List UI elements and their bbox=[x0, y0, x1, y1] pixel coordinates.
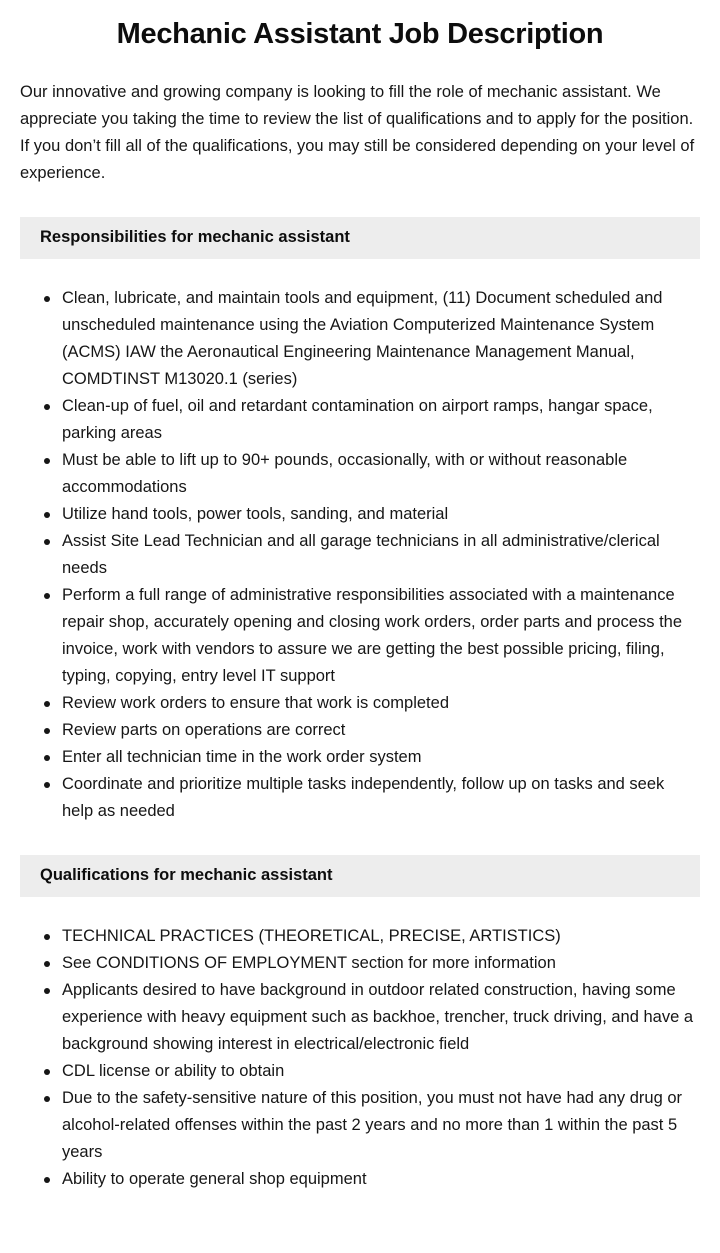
list-item: See CONDITIONS OF EMPLOYMENT section for more information bbox=[62, 950, 700, 977]
qualifications-heading: Qualifications for mechanic assistant bbox=[20, 855, 700, 897]
list-item: Review parts on operations are correct bbox=[62, 717, 700, 744]
list-item: CDL license or ability to obtain bbox=[62, 1058, 700, 1085]
list-item: Must be able to lift up to 90+ pounds, occasionally, with or without reasonable accommodations bbox=[62, 447, 700, 501]
qualifications-section bbox=[20, 855, 700, 1223]
qualifications-list bbox=[20, 897, 700, 1223]
list-item: TECHNICAL PRACTICES (THEORETICAL, PRECISE, ARTISTICS) bbox=[62, 923, 700, 950]
list-item: Coordinate and prioritize multiple tasks independently, follow up on tasks and seek help as needed bbox=[62, 771, 700, 825]
intro-paragraph: Our innovative and growing company is looking to fill the role of mechanic assistant. We appreciate you taking the time to review the list of qualifications and to apply for the position. If you don’t fill all of the qualifications, you may still be considered depending on your level of experience. bbox=[20, 83, 695, 182]
list-item: Applicants desired to have background in outdoor related construction, having some experience with heavy equipment such as backhoe, trencher, truck driving, and have a background showing interest in electrical/electronic field bbox=[62, 977, 700, 1058]
responsibilities-heading: Responsibilities for mechanic assistant bbox=[20, 217, 700, 259]
list-item: Ability to operate general shop equipment bbox=[62, 1166, 700, 1193]
list-item: Perform a full range of administrative responsibilities associated with a maintenance repair shop, accurately opening and closing work orders, order parts and process the invoice, work with vendors to assure we are getting the best possible pricing, filing, typing, copying, entry level IT support bbox=[62, 582, 700, 690]
responsibilities-section bbox=[20, 217, 700, 855]
list-item: Due to the safety-sensitive nature of this position, you must not have had any drug or alcohol-related offenses within the past 2 years and no more than 1 within the past 5 years bbox=[62, 1085, 700, 1166]
list-item: Assist Site Lead Technician and all garage technicians in all administrative/clerical needs bbox=[62, 528, 700, 582]
list-item: Clean-up of fuel, oil and retardant contamination on airport ramps, hangar space, parking areas bbox=[62, 393, 700, 447]
list-item: Utilize hand tools, power tools, sanding, and material bbox=[62, 501, 700, 528]
page-title: Mechanic Assistant Job Description bbox=[116, 18, 604, 50]
list-item: Clean, lubricate, and maintain tools and equipment, (11) Document scheduled and unscheduled maintenance using the Aviation Computerized Maintenance System (ACMS) IAW the Aeronautical Engineering Maintenance Management Manual, COMDTINST M13020.1 (series) bbox=[62, 285, 700, 393]
list-item: Enter all technician time in the work order system bbox=[62, 744, 700, 771]
responsibilities-list bbox=[20, 259, 700, 855]
list-item: Review work orders to ensure that work is completed bbox=[62, 690, 700, 717]
